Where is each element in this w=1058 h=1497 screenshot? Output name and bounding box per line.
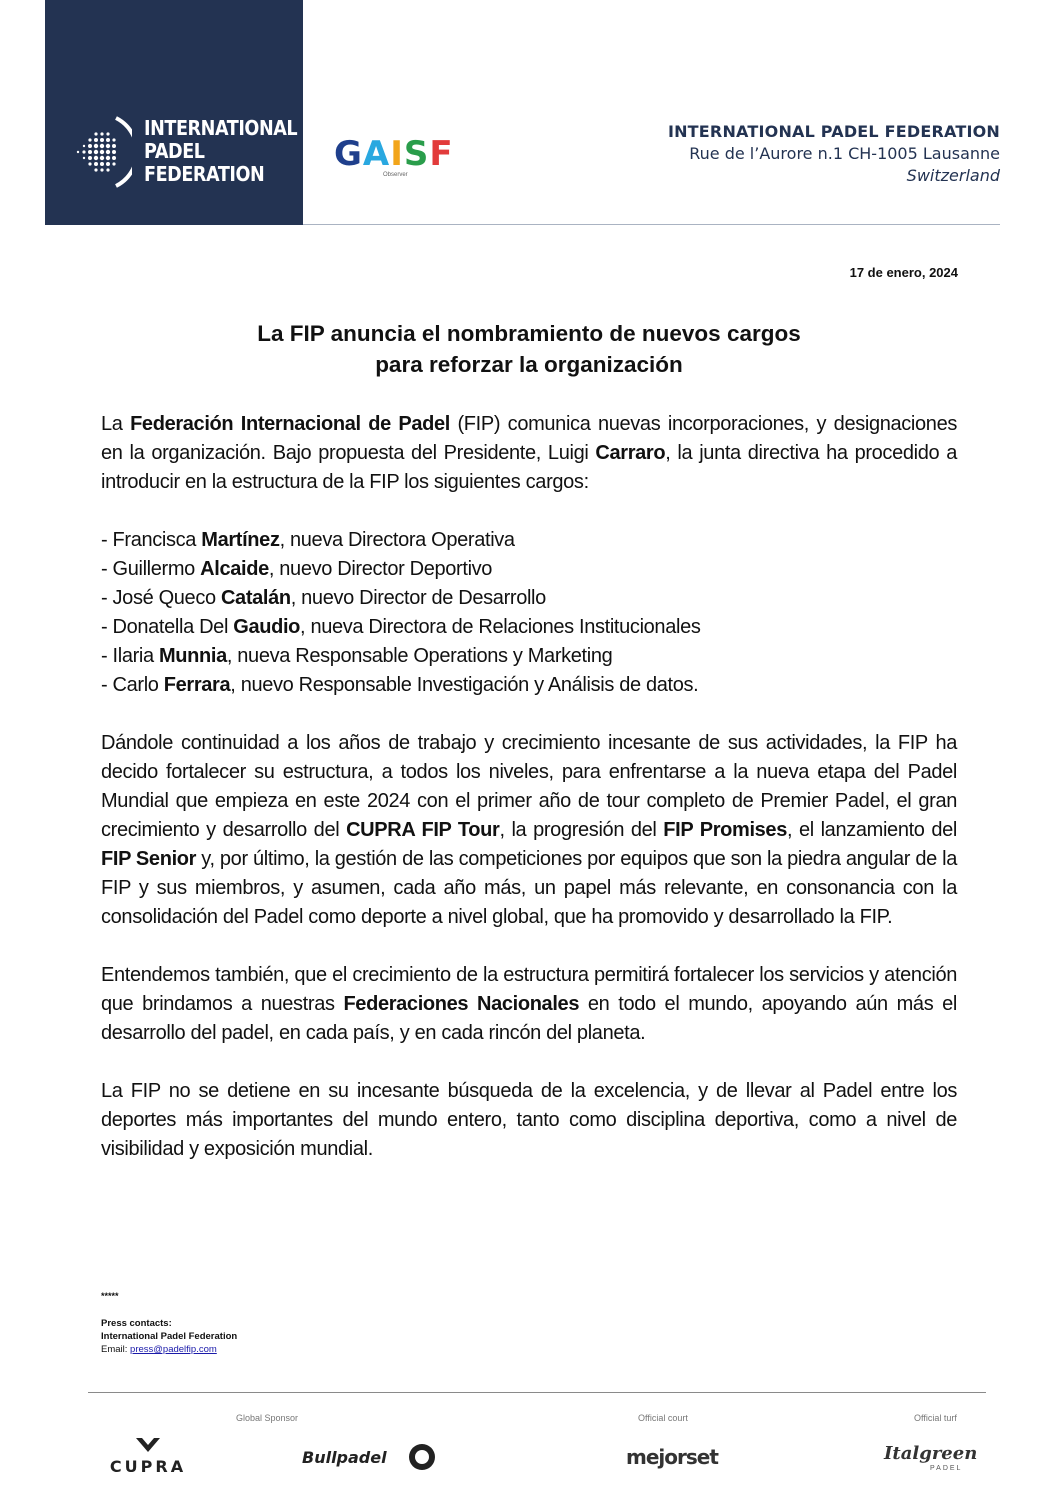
document-body (101, 410, 957, 1164)
para2-text-1: Dándole continuidad a los años de trabajo y crecimiento incesante de sus actividades, la FIP ha decido fortalecer su estructura, a todos los niveles, para enfrentarse a la nueva etapa del Padel Mundial que empieza en este 2024 con el primer año de tour completo de Premier Padel, el gran crecimiento y desarrollo del (101, 732, 957, 841)
email-label: Email: (101, 1344, 131, 1355)
svg-text:CUPRA: CUPRA (109, 1457, 187, 1476)
mejorset-logo: mejorset (626, 1445, 718, 1469)
footer-divider (88, 1392, 986, 1393)
email-link[interactable]: press@padelfip.com (130, 1344, 217, 1355)
para2-text-3: , el lanzamiento del (786, 819, 957, 841)
document-date: 17 de enero, 2024 (849, 265, 958, 280)
contacts-org: International Padel Federation (101, 1331, 238, 1342)
para2-bold-1: CUPRA FIP Tour (346, 819, 500, 841)
intro-bold-2: Carraro (595, 442, 666, 464)
intro-bold-1: Federación Internacional de Padel (130, 413, 450, 435)
appointment-role: , nueva Responsable Operations y Marketing (226, 645, 613, 667)
appointment-role: , nuevo Director de Desarrollo (290, 587, 546, 609)
org-address: Rue de l’Aurore n.1 CH-1005 Lausanne (689, 144, 1000, 163)
fip-logo-icon (72, 108, 132, 196)
global-sponsor-label: Global Sponsor (236, 1413, 299, 1423)
list-item (101, 555, 957, 584)
para2-text-4: y, por último, la gestión de las competiciones por equipos que son la piedra angular de la FIP y sus miembros, y asumen, cada año más, un papel más relevante, en consonancia con la consolidación del Padel como deporte a nivel global, que ha promovido y desarrollado la FIP. (101, 848, 957, 928)
para3-bold-1: Federaciones Nacionales (343, 993, 580, 1015)
org-address-block (668, 121, 1000, 187)
appointment-first: - Guillermo (101, 558, 201, 580)
separator-stars: ***** (101, 1291, 119, 1301)
logo-line-2: PADEL (144, 139, 205, 163)
list-item (101, 526, 957, 555)
appointment-last: Gaudio (233, 616, 301, 638)
appointment-role: , nueva Directora Operativa (279, 529, 515, 551)
para3-text-1: Entendemos también, que el crecimiento de la estructura permitirá fortalecer los servicios y atención que brindamos a nuestras (101, 964, 957, 1015)
appointment-last: Munnia (158, 645, 227, 667)
title-line-1: La FIP anuncia el nombramiento de nuevos cargos (257, 321, 801, 346)
italgreen-padel-label: PADEL (930, 1465, 963, 1472)
org-country: Switzerland (906, 166, 1000, 185)
contacts-email-line (101, 1343, 237, 1356)
italgreen-logo: Italgreen (884, 1443, 978, 1464)
appointment-role: , nuevo Director Deportivo (268, 558, 493, 580)
org-name: INTERNATIONAL PADEL FEDERATION (667, 122, 1000, 141)
paragraph-3 (101, 961, 957, 1048)
para3-text-2: en todo el mundo, apoyando aún más el desarrollo del padel, en cada país, y en cada rincón del planeta. (101, 993, 958, 1044)
svg-text:Bullpadel: Bullpadel (302, 1448, 387, 1467)
appointment-role: , nuevo Responsable Investigación y Análisis de datos. (230, 674, 699, 696)
list-item (101, 671, 957, 700)
gaisf-logo: GAISF (334, 134, 454, 174)
cupra-logo-icon (94, 1436, 202, 1476)
appointment-first: - Francisca (101, 529, 202, 551)
bullpadel-logo-icon (300, 1440, 440, 1474)
intro-text-3: , la junta directiva ha procedido a introducir en la estructura de la FIP los siguientes cargos: (101, 442, 957, 493)
document-title (0, 318, 1058, 380)
appointment-last: Martínez (201, 529, 280, 551)
official-turf-label: Official turf (914, 1413, 957, 1423)
appointment-last: Catalán (220, 587, 291, 609)
logo-line-1: INTERNATIONAL (144, 116, 298, 140)
contacts-label: Press contacts: (101, 1318, 172, 1329)
fip-logo-wordmark (144, 117, 297, 186)
appointment-first: - Donatella Del (101, 616, 234, 638)
appointment-last: Ferrara (163, 674, 231, 696)
appointment-first: - José Queco (101, 587, 221, 609)
list-item (101, 642, 957, 671)
paragraph-4: La FIP no se detiene en su incesante búsqueda de la excelencia, y de llevar al Padel entre los deportes más importantes del mundo entero, tanto como disciplina deportiva, como a nivel de visibilidad y exposición mundial. (101, 1080, 957, 1160)
appointment-first: - Carlo (101, 674, 164, 696)
appointments-list (101, 526, 957, 700)
para2-text-2: , la progresión del (499, 819, 664, 841)
intro-text-2: (FIP) comunica nuevas incorporaciones, y designaciones en la organización. Bajo propuesta del Presidente, Luigi (101, 413, 957, 464)
appointment-last: Alcaide (200, 558, 269, 580)
intro-paragraph (101, 410, 957, 497)
title-line-2: para reforzar la organización (375, 352, 683, 377)
logo-line-3: FEDERATION (144, 162, 265, 186)
official-court-label: Official court (638, 1413, 688, 1423)
list-item (101, 584, 957, 613)
gaisf-observer-label: Observer (383, 172, 408, 178)
press-contacts (101, 1317, 237, 1356)
intro-text-1: La (101, 413, 131, 435)
appointment-role: , nueva Directora de Relaciones Institucionales (300, 616, 701, 638)
paragraph-2 (101, 729, 957, 932)
appointment-first: - Ilaria (101, 645, 159, 667)
list-item (101, 613, 957, 642)
para2-bold-3: FIP Senior (101, 848, 197, 870)
header-divider (303, 224, 1000, 225)
para2-bold-2: FIP Promises (663, 819, 787, 841)
